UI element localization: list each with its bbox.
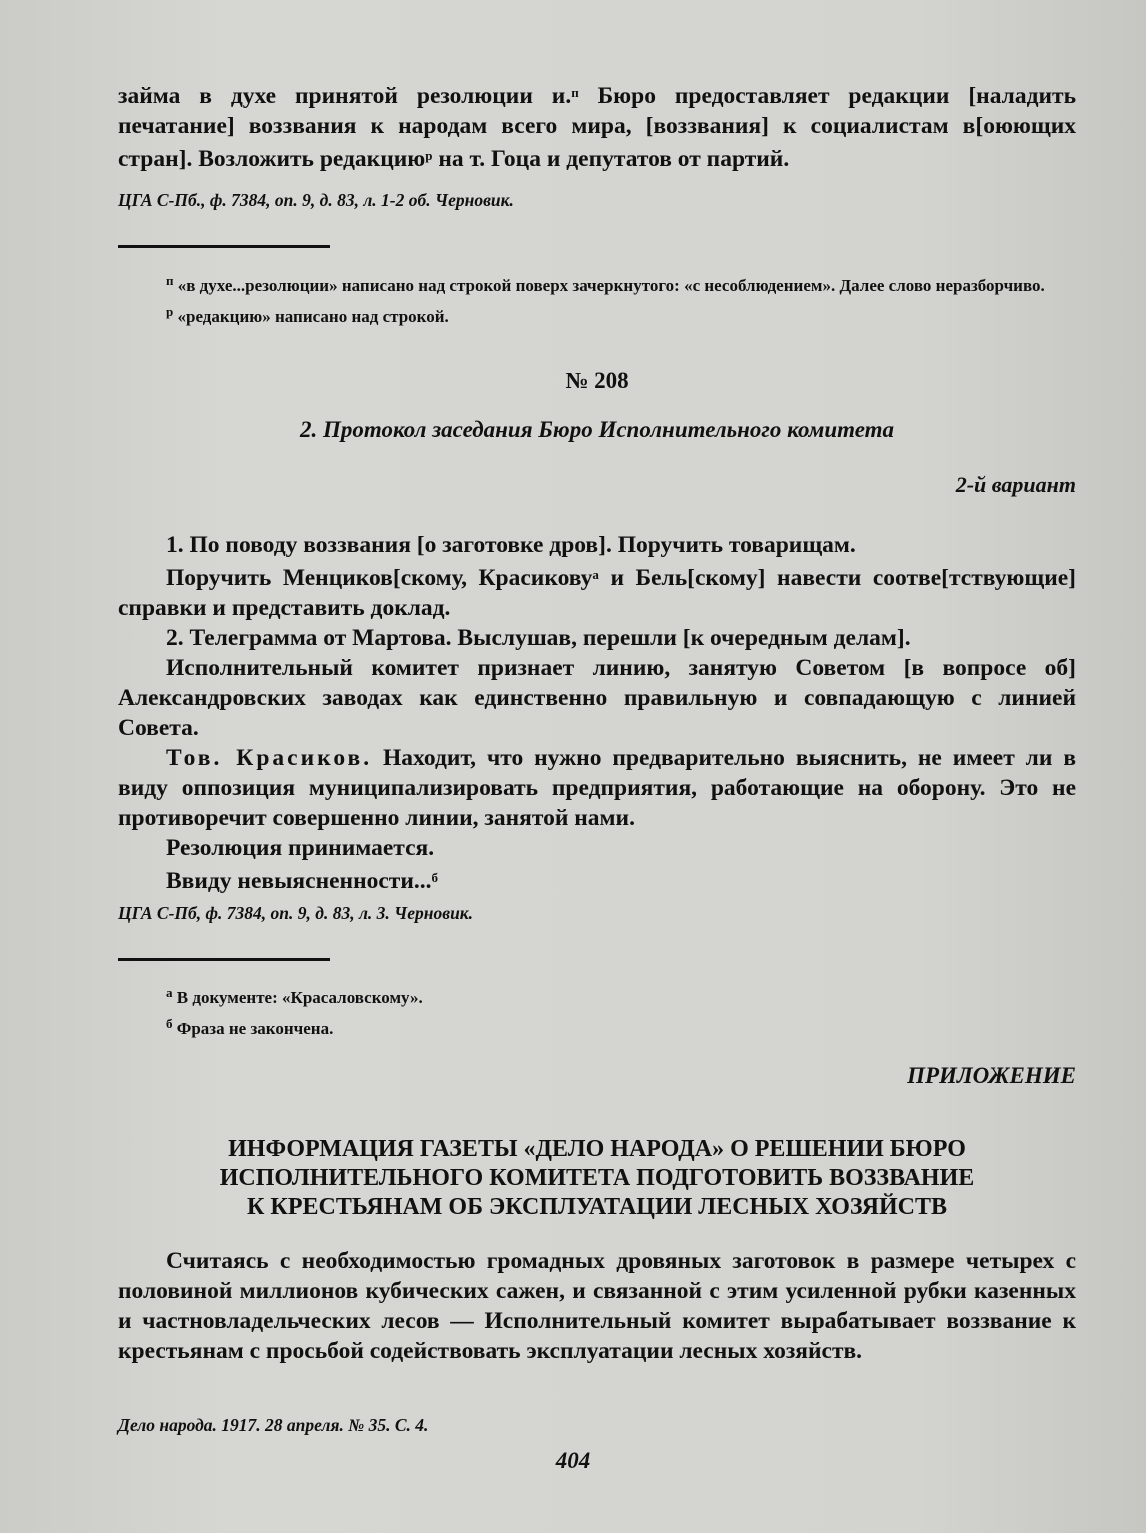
appendix-heading (118, 1135, 1076, 1222)
footnote-ref-p: п (571, 85, 579, 100)
archive-source-1: ЦГА С-Пб., ф. 7384, оп. 9, д. 83, л. 1-2 об. Черновик. (118, 190, 514, 210)
para-text-end: на т. Гоца и депутатов от партий. (432, 146, 790, 172)
footnote-ref-r: р (425, 148, 433, 163)
appendix-heading-line-2: ИСПОЛНИТЕЛЬНОГО КОМИТЕТА ПОДГОТОВИТЬ ВОЗЗВАНИЕ (219, 1165, 975, 1191)
footnote-ref-b: б (431, 870, 439, 885)
unfinished-phrase (118, 863, 1076, 896)
appendix-text-block (118, 1246, 1076, 1366)
appendix-heading-line-1: ИНФОРМАЦИЯ ГАЗЕТЫ «ДЕЛО НАРОДА» О РЕШЕНИИ БЮРО (228, 1136, 966, 1162)
footnotes-2 (118, 980, 1076, 1042)
para-text-middle: Бюро предоставляет редакции [наладить печатание] воззвания к народам всего мира, [воззвания] к социалистам в[оюющих стран]. Возложить редакцию (118, 83, 1076, 172)
speaker-remark (118, 743, 1076, 833)
speaker-name: Тов. Красиков. (166, 745, 373, 771)
footnote-text-p: «в духе...резолюции» написано над строкой поверх зачеркнутого: «с несоблюдением». Далее слово неразборчиво. (173, 276, 1045, 295)
speaker-text: Находит, что нужно предварительно выяснить, не имеет ли в виду оппозиция муниципализировать предприятия, работающие на оборону. Это не противоречит совершенно линии, занятой нами. (118, 745, 1077, 831)
footnote-text-a: В документе: «Красаловскому». (172, 988, 423, 1007)
appendix-label: ПРИЛОЖЕНИЕ (907, 1063, 1076, 1088)
footnotes-1 (118, 268, 1076, 330)
item-1-detail (118, 560, 1076, 623)
continued-paragraph (118, 78, 1076, 174)
footnote-ref-a: а (592, 567, 599, 582)
footnote-mark-a: а (166, 985, 173, 1000)
footnote-mark-b: б (166, 1016, 173, 1031)
document-number: № 208 (565, 368, 629, 393)
unfinished-phrase-text: Ввиду невыясненности... (166, 868, 432, 894)
item-1-detail-start: Поручить Менциков[скому, Красикову (166, 565, 593, 591)
footnote-text-b: Фраза не закончена. (172, 1019, 334, 1038)
footnote-text-r: «редакцию» написано над строкой. (173, 307, 449, 326)
footnote-rule-2 (118, 958, 330, 961)
appendix-heading-line-3: К КРЕСТЬЯНАМ ОБ ЭКСПЛУАТАЦИИ ЛЕСНЫХ ХОЗЯЙСТВ (247, 1194, 947, 1220)
document-body (118, 530, 1076, 896)
appendix-text: Считаясь с необходимостью громадных дровяных заготовок в размере четырех с половиной миллионов кубических сажен, и связанной с этим усиленной рубки казенных и частновладельческих лесов — Исполнительный комитет вырабатывает воззвание к крестьянам с просьбой содействовать эксплуатации лесных хозяйств. (118, 1248, 1076, 1364)
footnote-mark-r: р (166, 304, 174, 319)
archive-source-2: ЦГА С-Пб, ф. 7384, оп. 9, д. 83, л. 3. Черновик. (118, 903, 474, 923)
page-number: 404 (555, 1448, 591, 1473)
item-1: 1. По поводу воззвания [о заготовке дров]. Поручить товарищам. (166, 532, 856, 558)
item-1-detail-end: и Бель[скому] навести соотве[тствующие] справки и представить доклад. (118, 565, 1076, 621)
footnote-mark-p: п (166, 273, 174, 288)
item-2: 2. Телеграмма от Мартова. Выслушав, перешли [к очередным делам]. (166, 625, 911, 651)
document-title: 2. Протокол заседания Бюро Исполнительного комитета (299, 417, 895, 442)
document-variant: 2-й вариант (955, 472, 1076, 497)
resolution-adopted: Резолюция принимается. (166, 835, 435, 861)
item-2-resolution: Исполнительный комитет признает линию, занятую Советом [в вопросе об] Александровских заводах как единственно правильную и совпадающую с линией Совета. (118, 655, 1076, 741)
footnote-rule-1 (118, 245, 330, 248)
para-text-start: займа в духе принятой резолюции и. (118, 83, 572, 109)
appendix-source: Дело народа. 1917. 28 апреля. № 35. С. 4. (118, 1415, 429, 1435)
